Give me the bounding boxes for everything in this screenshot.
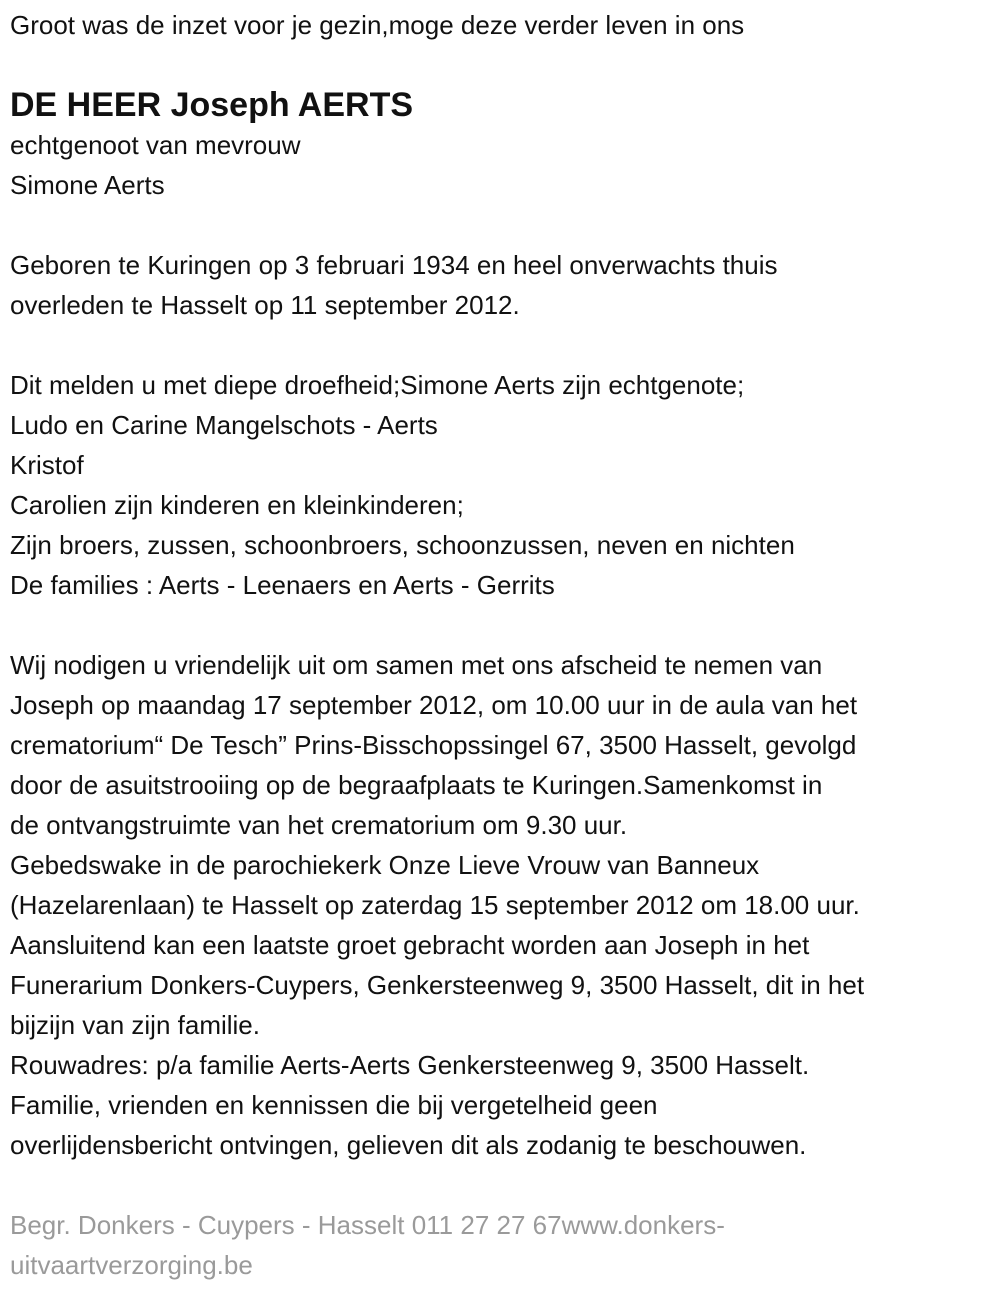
text-line: Geboren te Kuringen op 3 februari 1934 en heel onverwachts thuis [10, 250, 778, 280]
text-line: bijzijn van zijn familie. [10, 1010, 260, 1040]
family-section [10, 365, 1000, 605]
spouse-section [10, 125, 1000, 205]
text-line: Rouwadres: p/a familie Aerts-Aerts Genkersteenweg 9, 3500 Hasselt. [10, 1050, 810, 1080]
text-line: (Hazelarenlaan) te Hasselt op zaterdag 15 september 2012 om 18.00 uur. [10, 890, 860, 920]
birth-death-section [10, 245, 1000, 325]
text-line: De families : Aerts - Leenaers en Aerts - Gerrits [10, 570, 555, 600]
deceased-name: DE HEER Joseph AERTS [10, 86, 414, 124]
text-line: Funerarium Donkers-Cuypers, Genkersteenweg 9, 3500 Hasselt, dit in het [10, 970, 865, 1000]
text-line: Begr. Donkers - Cuypers - Hasselt 011 27 27 67www.donkers- [10, 1210, 725, 1240]
text-line: Simone Aerts [10, 170, 165, 200]
text-line: Familie, vrienden en kennissen die bij vergetelheid geen [10, 1090, 658, 1120]
text-line: Carolien zijn kinderen en kleinkinderen; [10, 490, 464, 520]
text-line: Ludo en Carine Mangelschots - Aerts [10, 410, 438, 440]
obituary [10, 5, 1000, 1285]
text-line: Kristof [10, 450, 84, 480]
ceremony-section [10, 645, 1000, 1165]
text-line: Wij nodigen u vriendelijk uit om samen met ons afscheid te nemen van [10, 650, 823, 680]
text-line: Aansluitend kan een laatste groet gebracht worden aan Joseph in het [10, 930, 810, 960]
funeral-home-footer [10, 1205, 1000, 1285]
text-line: uitvaartverzorging.be [10, 1250, 253, 1280]
text-line: crematorium“ De Tesch” Prins-Bisschopssingel 67, 3500 Hasselt, gevolgd [10, 730, 857, 760]
text-line: Zijn broers, zussen, schoonbroers, schoonzussen, neven en nichten [10, 530, 795, 560]
text-line: Joseph op maandag 17 september 2012, om 10.00 uur in de aula van het [10, 690, 858, 720]
text-line: echtgenoot van mevrouw [10, 130, 301, 160]
motto: Groot was de inzet voor je gezin,moge deze verder leven in ons [10, 10, 745, 40]
text-line: Gebedswake in de parochiekerk Onze Lieve Vrouw van Banneux [10, 850, 760, 880]
text-line: door de asuitstrooiing op de begraafplaats te Kuringen.Samenkomst in [10, 770, 823, 800]
text-line: Dit melden u met diepe droefheid;Simone Aerts zijn echtgenote; [10, 370, 745, 400]
text-line: de ontvangstruimte van het crematorium om 9.30 uur. [10, 810, 628, 840]
text-line: overlijdensbericht ontvingen, gelieven dit als zodanig te beschouwen. [10, 1130, 807, 1160]
text-line: overleden te Hasselt op 11 september 2012. [10, 290, 520, 320]
